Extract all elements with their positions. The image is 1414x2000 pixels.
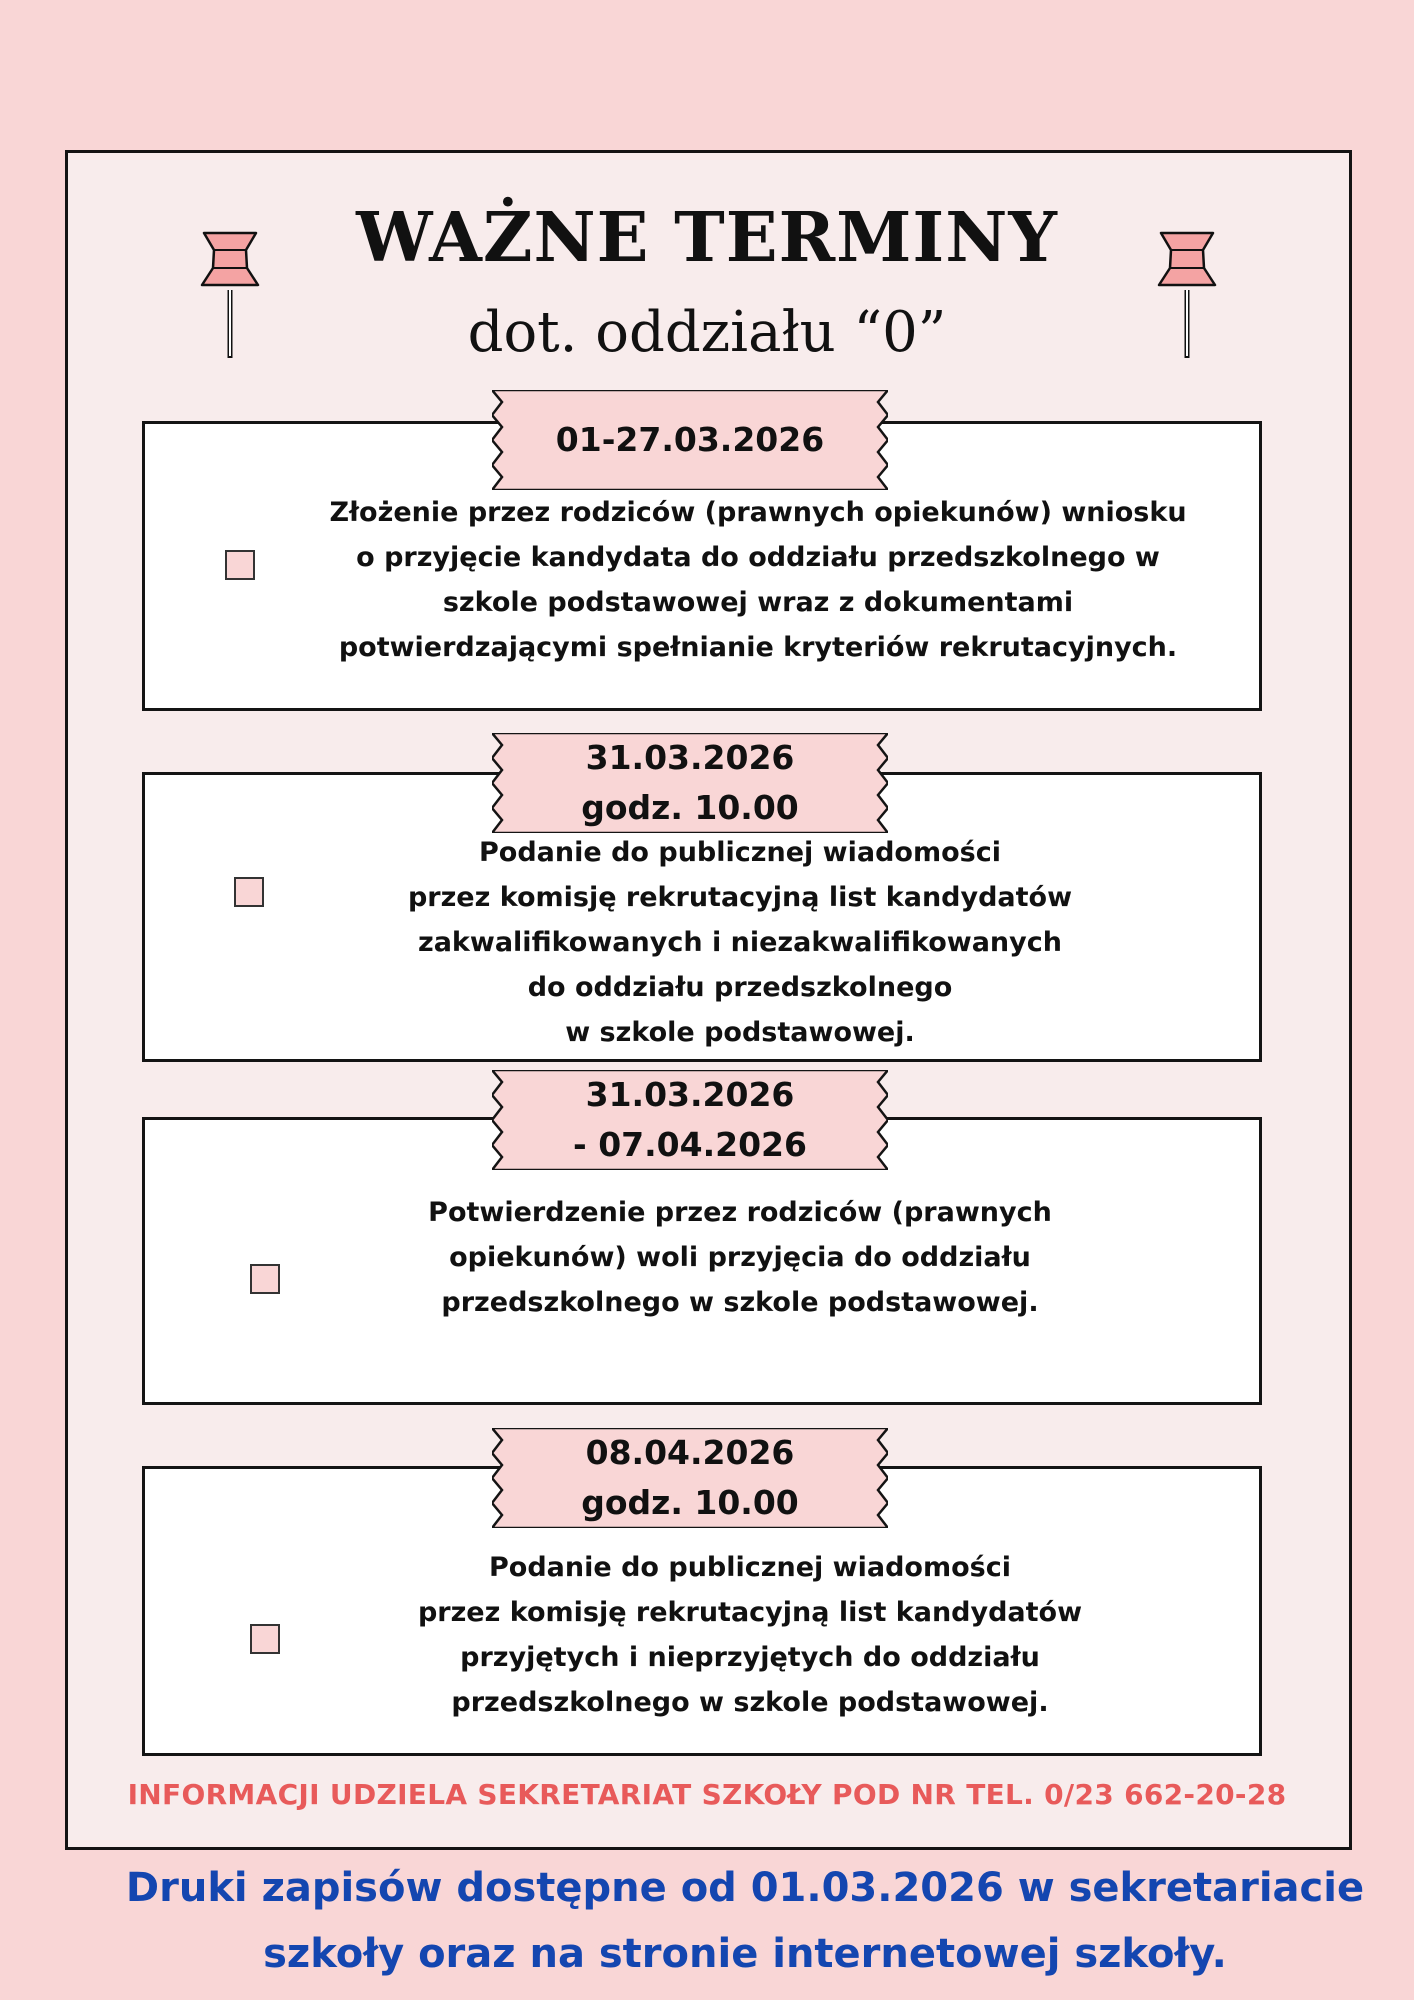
entry-description: Złożenie przez rodziców (prawnych opiekunów) wniosku o przyjęcie kandydata do oddziału przedszkolnego w szkole podstawowej wraz z dokumentami potwierdzającymi spełnianie kryteriów rekrutacyjnych. (329, 497, 1187, 663)
date-text: 31.03.2026 (585, 1075, 795, 1114)
checkbox[interactable] (250, 1264, 280, 1294)
date-text: 31.03.2026 (585, 738, 795, 777)
date-tag (492, 390, 888, 490)
page-subtitle: dot. oddziału “0” (467, 300, 947, 365)
checkbox[interactable] (225, 550, 255, 580)
entry-description: Podanie do publicznej wiadomości przez komisję rekrutacyjną list kandydatów zakwalifikowanych i niezakwalifikowanych do oddziału przedszkolnego w szkole podstawowej. (407, 837, 1073, 1048)
date-range-end: - 07.04.2026 (573, 1125, 807, 1164)
footer-note: Druki zapisów dostępne od 01.03.2026 w sekretariacie szkoły oraz na stronie internetowej szkoły. (125, 1865, 1365, 1977)
time-text: godz. 10.00 (581, 1483, 799, 1522)
date-tag (492, 1070, 888, 1170)
date-tag (492, 1428, 888, 1528)
contact-info: INFORMACJI UDZIELA SEKRETARIAT SZKOŁY POD NR TEL. 0/23 662-20-28 (127, 1778, 1287, 1811)
date-text: 08.04.2026 (585, 1433, 795, 1472)
checkbox[interactable] (234, 877, 264, 907)
page-title: WAŻNE TERMINY (356, 198, 1058, 278)
checkbox[interactable] (250, 1624, 280, 1654)
date-text: 01-27.03.2026 (555, 420, 825, 459)
entry-description: Podanie do publicznej wiadomości przez komisję rekrutacyjną list kandydatów przyjętych i nieprzyjętych do oddziału przedszkolnego w szkole podstawowej. (417, 1552, 1083, 1718)
date-tag (492, 733, 888, 833)
entry-description: Potwierdzenie przez rodziców (prawnych opiekunów) woli przyjęcia do oddziału przedszkolnego w szkole podstawowej. (428, 1197, 1052, 1318)
time-text: godz. 10.00 (581, 788, 799, 827)
